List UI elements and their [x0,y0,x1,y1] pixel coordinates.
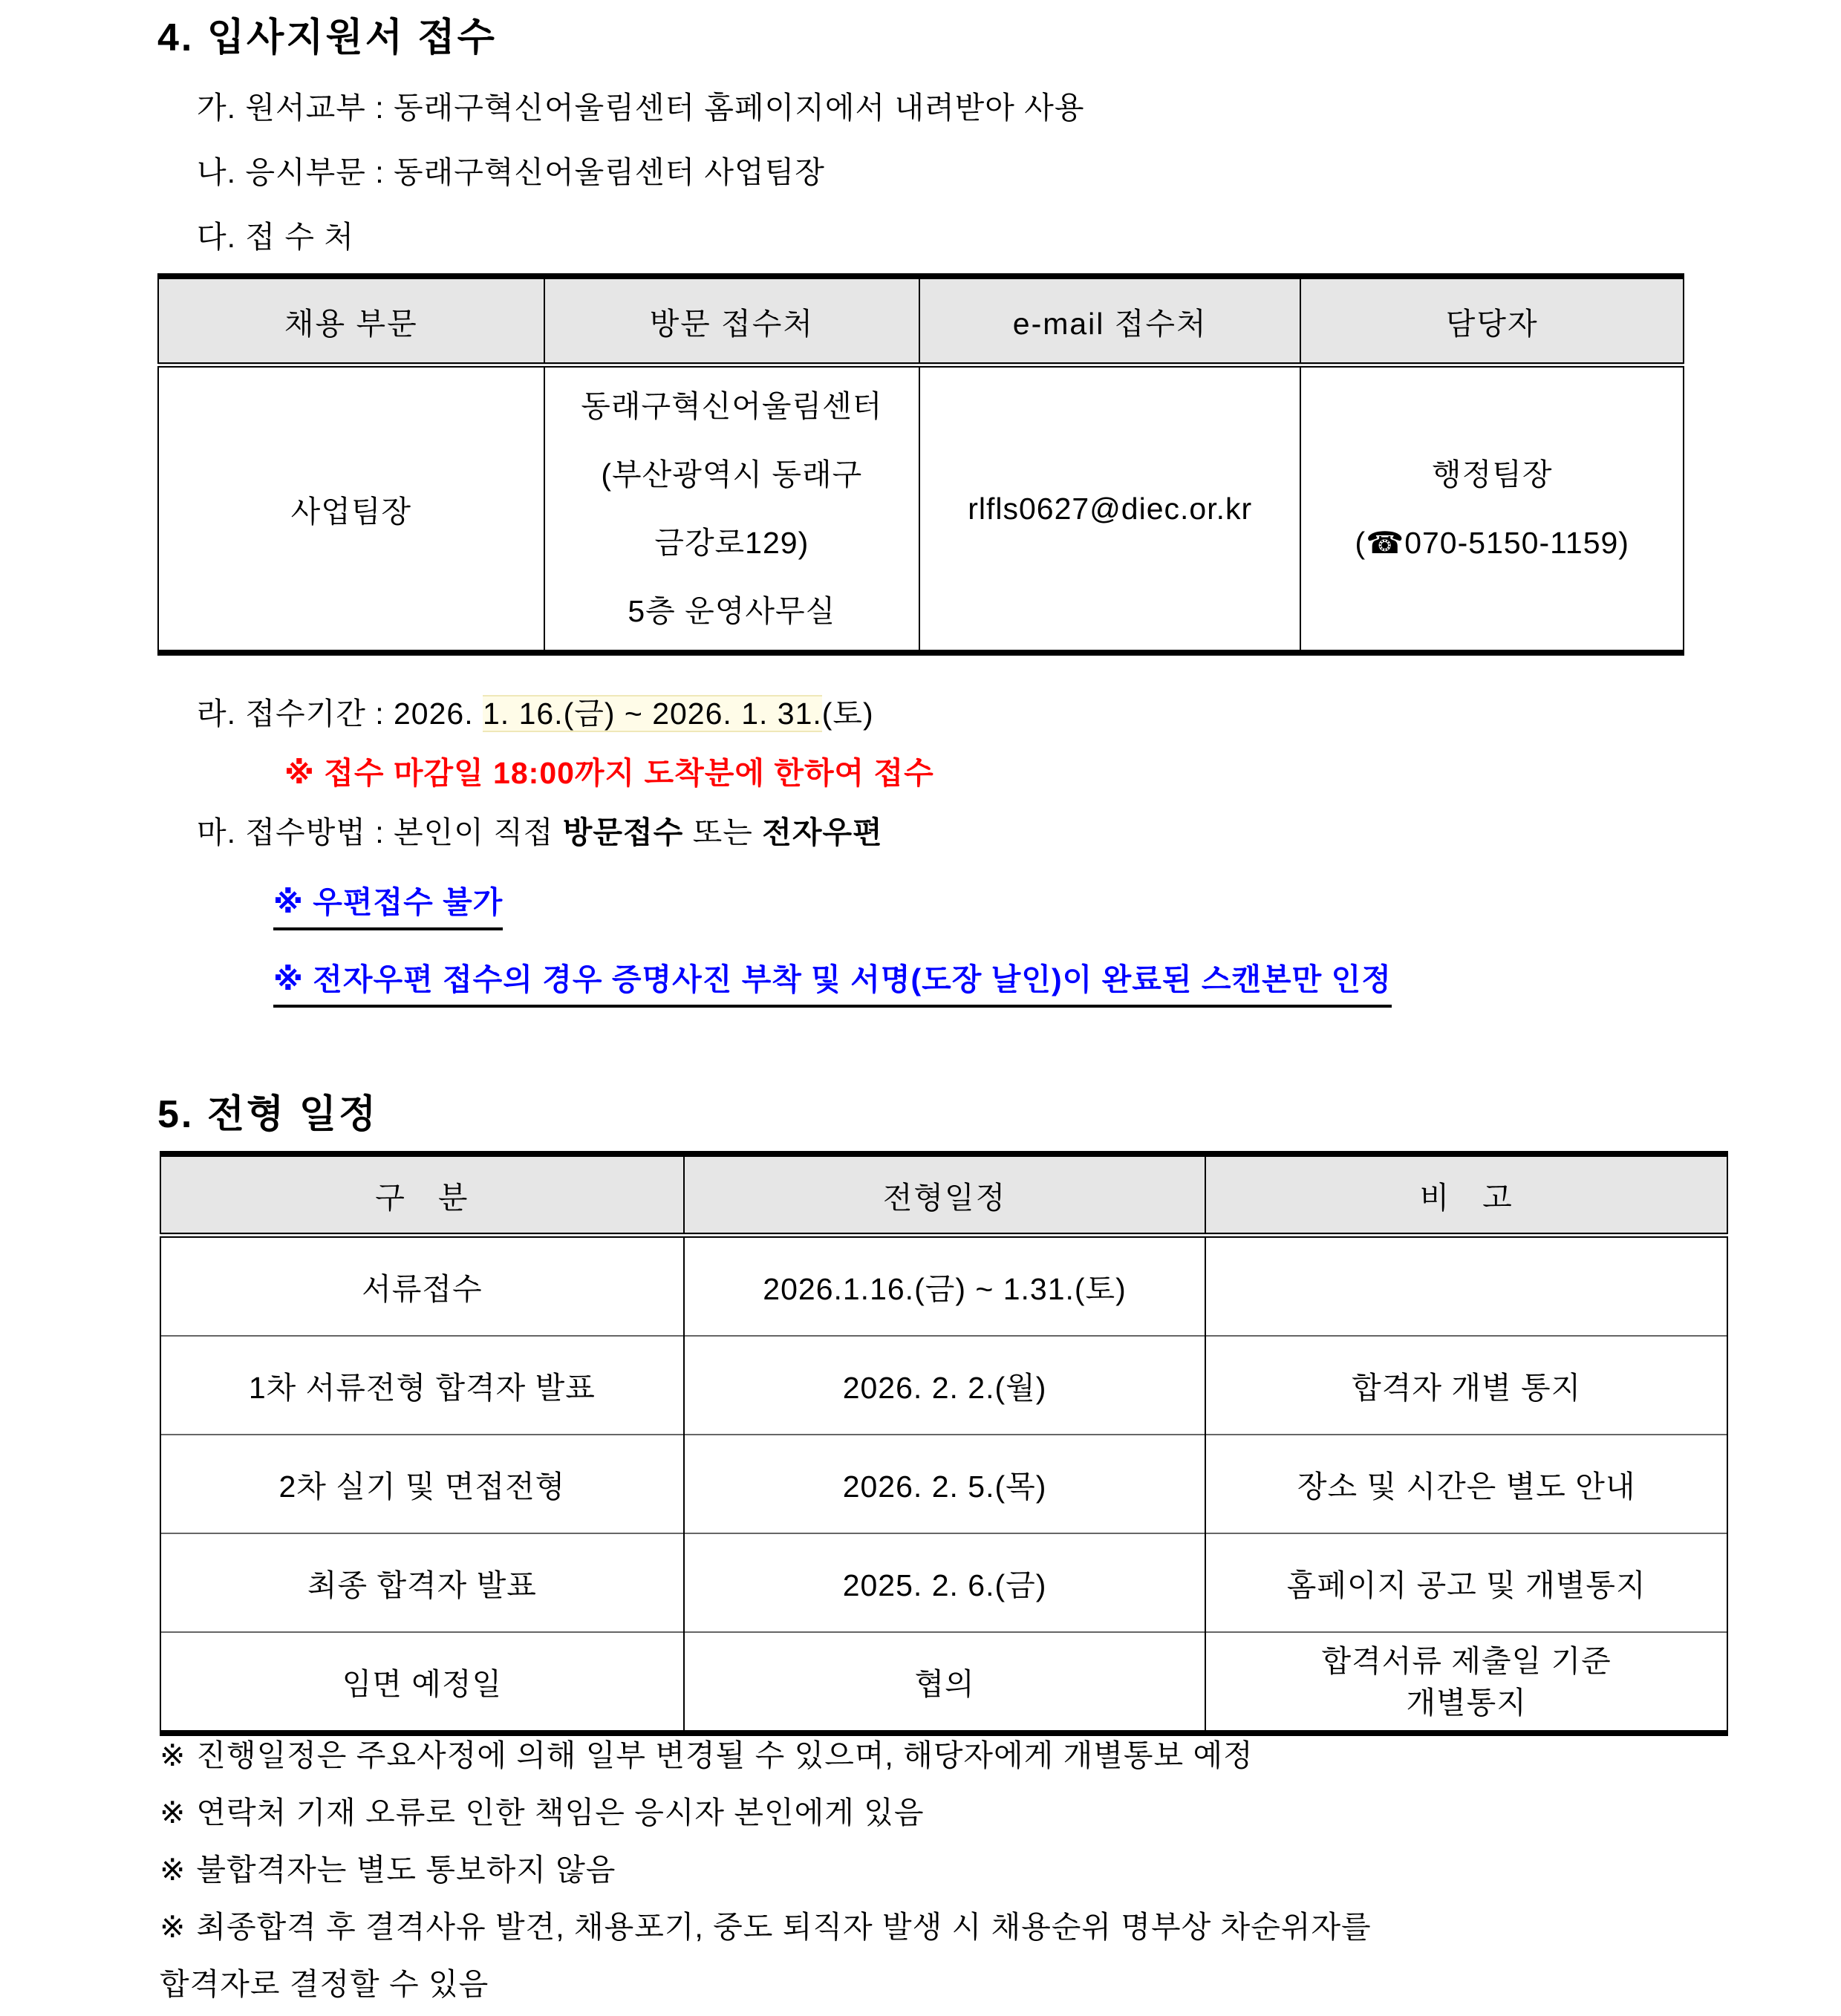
cell-position: 사업팀장 [158,365,544,653]
footnote-continuation-line [160,1956,1372,2013]
visit-address-line: 금강로129) [654,526,809,560]
deadline-red-note: ※ 접수 마감일 18:00까지 도착분에 한하여 접수 [284,756,934,790]
list-item-na: 나. 응시부문 : 동래구혁신어울림센터 사업팀장 [197,155,825,189]
reception-header-visit: 방문 접수처 [544,276,919,365]
reception-header-position: 채용 부문 [158,276,544,365]
manager-title: 행정팀장 [1432,457,1553,492]
cell-category: 서류접수 [160,1236,684,1337]
list-item-ga: 가. 원서교부 : 동래구혁신어울림센터 홈페이지에서 내려받아 사용 [197,91,1085,125]
cell-category: 최종 합격자 발표 [160,1533,684,1632]
cell-visit-address [544,365,919,653]
reception-table-header-row [158,276,1684,365]
manager-phone: (☎070-5150-1159) [1355,526,1629,560]
visit-address-line: 동래구혁신어울림센터 [581,389,883,423]
cell-remark [1205,1236,1727,1337]
section4-title: 4. 입사지원서 접수 [157,16,497,59]
cell-remark [1205,1632,1727,1733]
footnote-line [160,1899,1372,1956]
cell-remark: 장소 및 시간은 별도 안내 [1205,1435,1727,1533]
cell-remark: 홈페이지 공고 및 개별통지 [1205,1533,1727,1632]
footnote-text: 최종합격 후 결격사유 발견, 채용포기, 중도 퇴직자 발생 시 채용순위 명부상 차순위자를 [196,1910,1372,1944]
cell-category: 1차 서류전형 합격자 발표 [160,1336,684,1435]
reception-table-row [158,365,1684,653]
footnote-text: 합격자로 결정할 수 있음 [160,1967,489,2001]
cell-remark: 합격자 개별 통지 [1205,1336,1727,1435]
schedule-row-documents [160,1236,1727,1337]
section5-title: 5. 전형 일정 [157,1093,379,1136]
cell-email: rlfls0627@diec.or.kr [919,365,1301,653]
cell-date: 2026. 2. 2.(월) [684,1336,1206,1435]
ma-email-bold: 전자우편 [762,815,883,849]
schedule-header-category: 구 분 [160,1154,684,1236]
visit-address-line: (부산광역시 동래구 [601,457,863,492]
cell-manager [1300,365,1684,653]
cell-date: 2025. 2. 6.(금) [684,1533,1206,1632]
reception-header-email: e-mail 접수처 [919,276,1301,365]
list-item-ma [197,808,883,852]
asterisk-marker: ※ [160,1795,186,1830]
schedule-row-final-pass [160,1533,1727,1632]
ra-suffix: (토) [821,697,874,731]
ma-middle: 또는 [683,815,763,849]
footnotes [160,1727,1372,2013]
schedule-table [160,1151,1728,1736]
schedule-header-date: 전형일정 [684,1154,1206,1236]
footnote-text: 불합격자는 별도 통보하지 않음 [196,1853,616,1887]
ra-period-highlight: 1. 16.(금) ~ 2026. 1. 31. [482,697,822,731]
blue-note-scan-only: ※ 전자우편 접수의 경우 증명사진 부착 및 서명(도장 날인)이 완료된 스캔본만 인정 [273,955,1392,1008]
cell-category: 2차 실기 및 면접전형 [160,1435,684,1533]
remark-line: 합격서류 제출일 기준 [1321,1643,1612,1678]
asterisk-marker: ※ [160,1910,186,1944]
blue-note-no-mail: ※ 우편접수 불가 [273,878,503,930]
remark-line: 개별통지 [1406,1685,1527,1720]
footnote-line [160,1784,1372,1842]
footnote-text: 진행일정은 주요사정에 의해 일부 변경될 수 있으며, 해당자에게 개별통보 예정 [196,1738,1254,1772]
schedule-row-appointment [160,1632,1727,1733]
ra-prefix: 라. 접수기간 : 2026. [197,697,483,731]
footnote-line [160,1727,1372,1784]
schedule-row-second-exam [160,1435,1727,1533]
reception-header-manager: 담당자 [1300,276,1684,365]
ma-prefix: 마. 접수방법 : 본인이 직접 [197,815,563,849]
reception-table [157,273,1684,656]
schedule-table-header-row [160,1154,1727,1236]
footnote-text: 연락처 기재 오류로 인한 책임은 응시자 본인에게 있음 [196,1795,925,1830]
cell-date: 협의 [684,1632,1206,1733]
cell-date: 2026. 2. 5.(목) [684,1435,1206,1533]
list-item-ra [197,689,874,733]
list-item-da: 다. 접 수 처 [197,220,354,254]
schedule-row-first-pass [160,1336,1727,1435]
cell-category: 임면 예정일 [160,1632,684,1733]
asterisk-marker: ※ [160,1738,186,1772]
cell-date: 2026.1.16.(금) ~ 1.31.(토) [684,1236,1206,1337]
footnote-line [160,1842,1372,1899]
visit-address-line: 5층 운영사무실 [628,594,836,628]
schedule-header-remark: 비 고 [1205,1154,1727,1236]
ma-visit-bold: 방문접수 [562,815,684,849]
asterisk-marker: ※ [160,1853,186,1887]
